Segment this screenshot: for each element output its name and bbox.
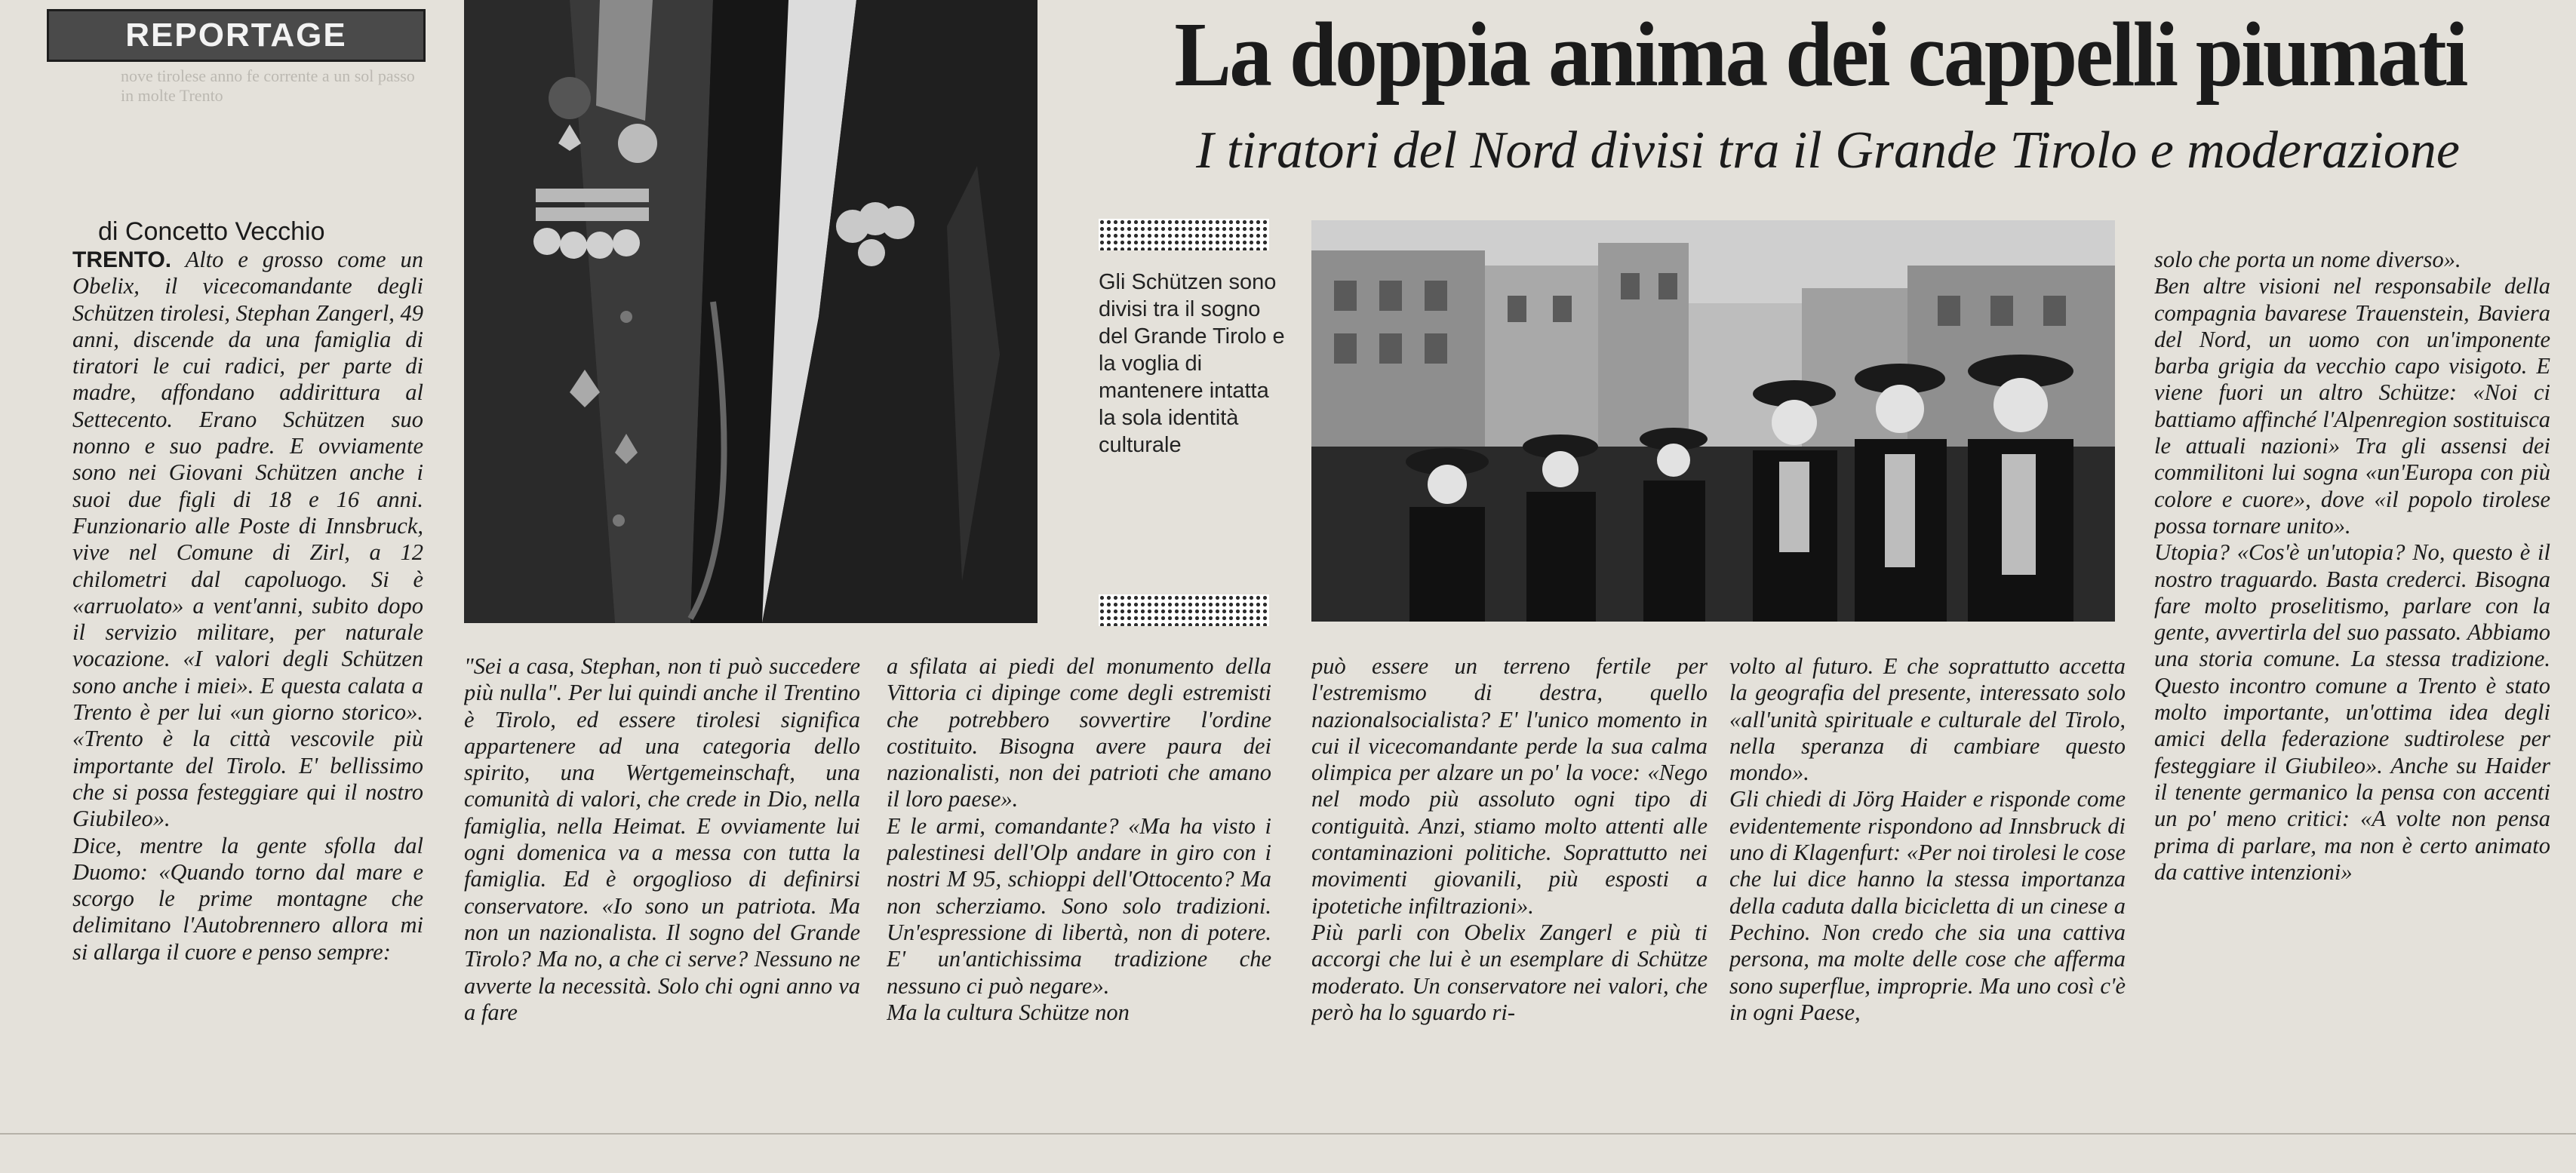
photo-schuetzen-parade bbox=[1311, 220, 2115, 622]
article-column-5: volto al futuro. E che soprattutto accetta la geografia del presente, interessato solo «all'unità spirituale e culturale del Tirolo, nella speranza di cambiare questo mondo». Gli chiedi di Jörg Haider e risponde come evidentemente rispondono ad Innsbruck di uno di Klagenfurt: «Per noi tirolesi le cose che lui dice hanno la stessa importanza della caduta dalla bicicletta di un cinese a Pechino. Non credo che sia una cattiva persona, ma molte delle cose che afferma sono superflue, improprie. Ma uno così c'è in ogni Paese, bbox=[1729, 653, 2126, 1025]
column-1-text: Alto e grosso come un Obelix, il vicecomandante degli Schützen tirolesi, Stephan Zangerl, 49 anni, discende da una famiglia di tiratori le cui radici, per parte di madre, affondano addirittura al Settecento. Erano Schützen suo nonno e suo padre. E ovviamente sono nei Giovani Schützen anche i suoi due figli di 18 e 16 anni. Funzionario alle Poste di Innsbruck, vive nel Comune di Zirl, a 12 chilometri dal capoluogo. Si è «arruolato» a vent'anni, subito dopo il servizio militare, per naturale vocazione. «I valori degli Schützen sono anche i miei». E questa calata a Trento è per lui «un giorno storico». «Trento è la città vescovile più importante del Tirolo. E' bellissimo che si possa festeggiare qui il nostro Giubileo». Dice, mentre la gente sfolla dal Duomo: «Quando torno dal mare e scorgo le prime montagne che delimitano l'Autobrennero allora mi si allarga il cuore e penso sempre: bbox=[72, 247, 423, 965]
subheadline: I tiratori del Nord divisi tra il Grande Tirolo e moderazione bbox=[1196, 121, 2460, 180]
article-column-4: può essere un terreno fertile per l'estremismo di destra, quello nazionalsocialista? E' l'unico momento in cui il vicecomandante perde la sua calma olimpica per alzare un po' la voce: «Nego nel modo più assoluto ogni tipo di contiguità. Anzi, stiamo molto attenti alle contaminazioni politiche. Soprattutto nei movimenti giovanili, più esposti a ipotetiche infiltrazioni». Più parli con Obelix Zangerl e più ti accorgi che lui è un esemplare di Schütze moderato. Un conservatore nei valori, che però ha lo sguardo ri- bbox=[1311, 653, 1708, 1025]
article-column-2: "Sei a casa, Stephan, non ti può succedere più nulla". Per lui quindi anche il Trentino è Tirolo, ed essere tirolesi significa appartenere ad una categoria dello spirito, una Wertgemeinschaft, una comunità di valori, che crede in Dio, nella famiglia, nella Heimat. E ovviamente lui ogni domenica va a messa con tutta la famiglia. Ed è orgoglioso di definirsi conservatore. «Io sono un patriota. Ma non un nazionalista. Il sogno del Grande Tirolo? Ma no, a che ci serve? Nessuno ne avverte la necessità. Solo chi ogni anno va a fare bbox=[464, 653, 860, 1025]
article-column-3: a sfilata ai piedi del monumento della Vittoria ci dipinge come degli estremisti che potrebbero sovvertire l'ordine costituito. Bisogna avere paura dei nazionalisti, non dei patrioti che amano il loro paese». E le armi, comandante? «Ma ha visto i palestinesi dell'Olp andare in giro con i nostri M 95, schioppi dell'Ottocento? Ma non scherziamo. Sono solo tradizioni. Un'espressione di libertà, non di potere. E' un'antichissima tradizione che nessuno ci può negare». Ma la cultura Schütze non bbox=[887, 653, 1271, 1025]
section-label: REPORTAGE bbox=[47, 9, 426, 62]
show-through-text: nove tirolese anno fe corrente a un sol passo in molte Trento bbox=[121, 66, 415, 105]
dateline: TRENTO. bbox=[72, 247, 172, 272]
headline: La doppia anima dei cappelli piumati bbox=[1174, 4, 2467, 106]
photo-uniform-medals bbox=[464, 0, 1037, 623]
article-column-1 bbox=[72, 247, 423, 1133]
photo-caption: Gli Schützen sono divisi tra il sogno del Grande Tirolo e la voglia di mantenere intatta la sola identità culturale bbox=[1099, 270, 1285, 457]
article-column-6: solo che porta un nome diverso». Ben altre visioni nel responsabile della compagnia bavarese Trauenstein, Baviera del Nord, un uomo con un'imponente barba grigia da vecchio capo visigoto. E viene fuori un altro Schütze: «Noi ci battiamo affinché l'Alpenregion sostituisca le attuali nazioni» Tra gli assensi dei commilitoni lui sogna «un'Europa con più colore e cuore», dove «il popolo tirolese possa tornare unito». Utopia? «Cos'è un'utopia? No, questo è il nostro traguardo. Basta crederci. Bisogna fare molto proselitismo, parlare con la gente, avvertirla del suo passato. Abbiamo una storia comune. La stessa tradizione. Questo incontro comune a Trento è stato molto importante, un'ottima idea degli amici della federazione sudtirolese per festeggiare il Giubileo». Anche su Haider il tenente germanico la pensa con accenti un po' meno critici: «A volte non pensa prima di parlare, ma non è certo animato da cattive intenzioni» bbox=[2154, 247, 2550, 885]
bottom-rule bbox=[0, 1133, 2576, 1135]
caption-top-pattern bbox=[1099, 219, 1269, 250]
byline: di Concetto Vecchio bbox=[98, 217, 325, 246]
caption-bottom-pattern bbox=[1099, 594, 1269, 626]
